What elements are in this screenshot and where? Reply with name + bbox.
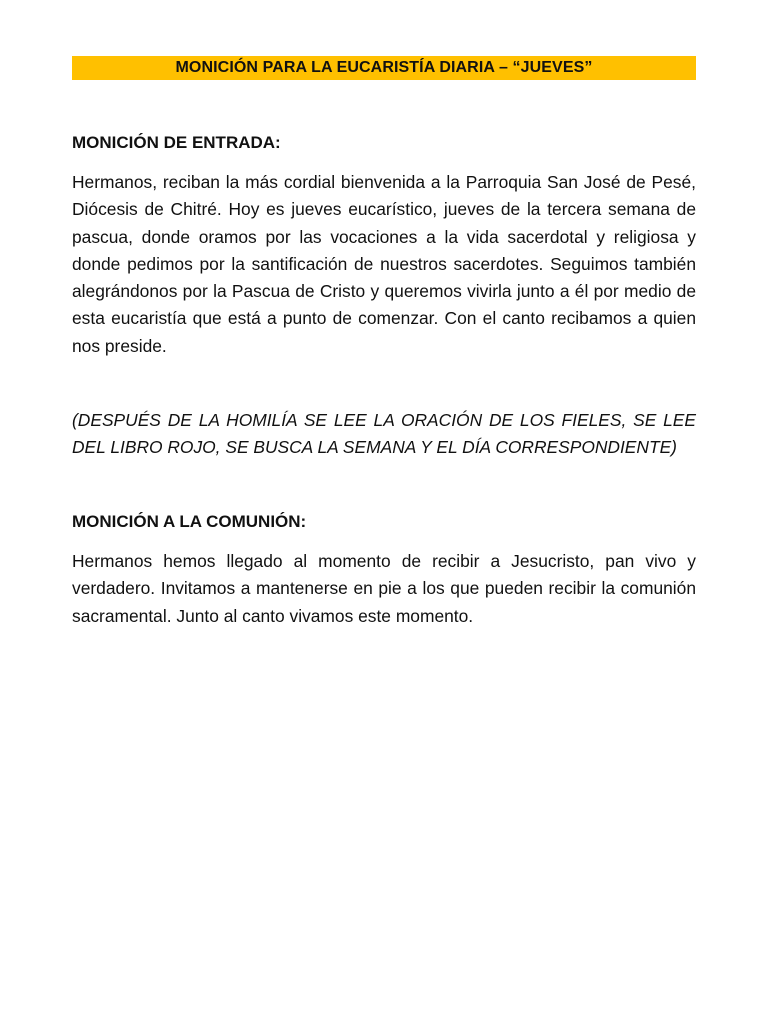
paragraph-monicion-comunion: Hermanos hemos llegado al momento de recibir a Jesucristo, pan vivo y verdadero. Invitamos a mantenerse en pie a los que pueden recibir la comunión sacramental. Junto al canto vivamos este momento. — [72, 551, 696, 626]
title-banner — [72, 56, 696, 80]
document-page — [72, 0, 696, 1024]
heading-monicion-comunion: MONICIÓN A LA COMUNIÓN: — [72, 512, 307, 531]
document-title: MONICIÓN PARA LA EUCARISTÍA DIARIA – “JUEVES” — [175, 59, 593, 76]
heading-monicion-entrada: MONICIÓN DE ENTRADA: — [72, 133, 281, 152]
paragraph-monicion-entrada: Hermanos, reciban la más cordial bienvenida a la Parroquia San José de Pesé, Diócesis de Chitré. Hoy es jueves eucarístico, jueves de la tercera semana de pascua, donde oramos por las vocaciones a la vida sacerdotal y religiosa y donde pedimos por la santificación de nuestros sacerdotes. Seguimos también alegrándonos por la Pascua de Cristo y queremos vivirla junto a él por medio de esta eucaristía que está a punto de comenzar. Con el canto recibamos a quien nos preside. — [72, 172, 696, 356]
paragraph-instruction-note: (DESPUÉS DE LA HOMILÍA SE LEE LA ORACIÓN DE LOS FIELES, SE LEE DEL LIBRO ROJO, SE BUSCA LA SEMANA Y EL DÍA CORRESPONDIENTE) — [72, 410, 696, 458]
